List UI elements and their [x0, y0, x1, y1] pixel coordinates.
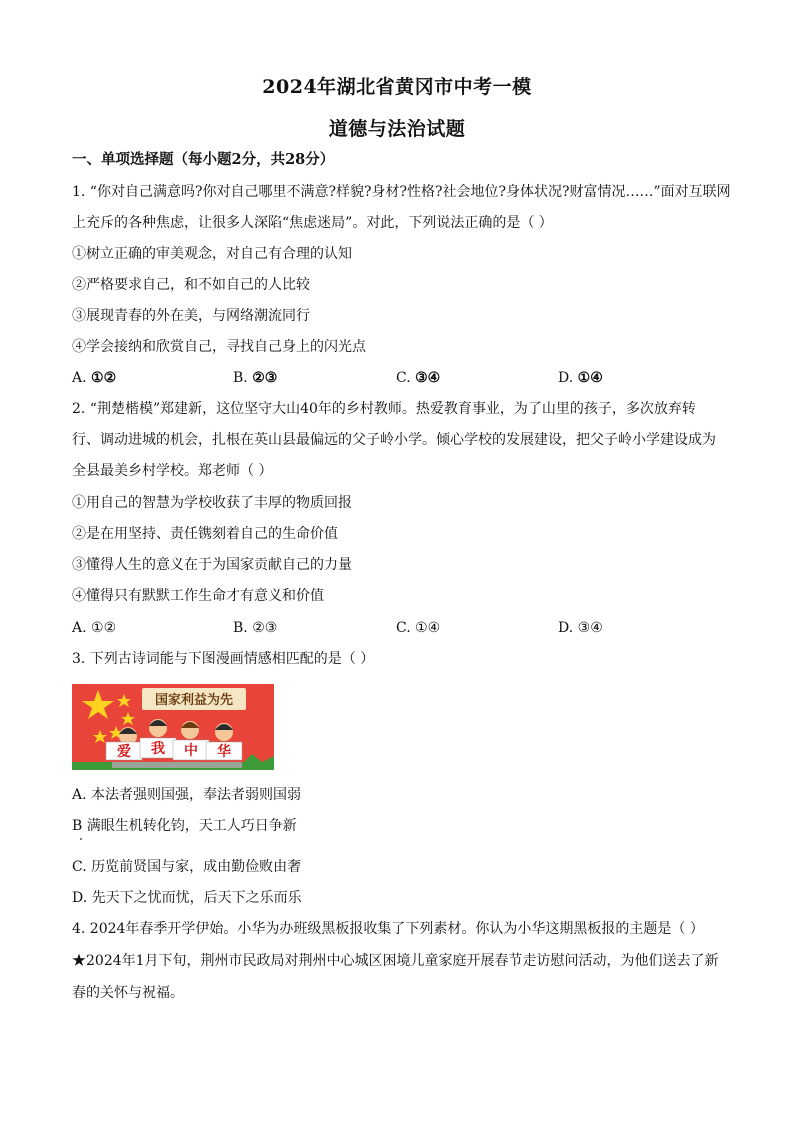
- cartoon-image: [72, 684, 274, 770]
- q2-item-4: ④懂得只有默默工作生命才有意义和价值: [72, 588, 324, 604]
- q2-options: [72, 619, 732, 637]
- q1-stem-line1: 1. “你对自己满意吗?你对自己哪里不满意?样貌?身材?性格?社会地位?身体状况?财富情况……”面对互联网: [72, 184, 731, 200]
- q2-item-3: ③懂得人生的意义在于为国家贡献自己的力量: [72, 557, 352, 573]
- q1-item-4: ④学会接纳和欣赏自己，寻找自己身上的闪光点: [72, 339, 366, 355]
- q2-item-2: ②是在用坚持、责任镌刻着自己的生命价值: [72, 526, 338, 542]
- exam-subject-title: 道德与法治试题: [328, 118, 466, 140]
- q3-option-b[interactable]: B 满眼生机转化钧，天工人巧日争新: [72, 818, 297, 834]
- cartoon-sign-char: 华: [217, 744, 231, 760]
- q3-option-c[interactable]: C. 历览前贤国与家，成由勤俭败由奢: [72, 859, 302, 875]
- cartoon-sign-char: 爱: [117, 744, 131, 760]
- cartoon-banner-text: 国家利益为先: [154, 693, 234, 708]
- cartoon-sign-char: 我: [151, 741, 165, 757]
- q3-option-d[interactable]: D. 先天下之忧而忧，后天下之乐而乐: [72, 890, 302, 906]
- q1-option-c[interactable]: C. ③④: [396, 370, 441, 386]
- stray-dot: [80, 838, 82, 840]
- q2-stem-line1: 2. “荆楚楷模”郑建新，这位坚守大山40年的乡村教师。热爱教育事业，为了山里的孩子，多次放弃转: [72, 401, 696, 417]
- q2-option-a[interactable]: A. ①②: [72, 620, 117, 636]
- q1-item-2: ②严格要求自己，和不如自己的人比较: [72, 277, 310, 293]
- q2-option-d[interactable]: D. ③④: [558, 620, 603, 636]
- q1-options: [72, 369, 732, 387]
- exam-title: 2024年湖北省黄冈市中考一模: [262, 76, 532, 98]
- section-heading: 一、单项选择题（每小题2分，共28分）: [72, 151, 335, 168]
- q2-stem-line2: 行、调动进城的机会，扎根在英山县最偏远的父子岭小学。倾心学校的发展建设，把父子岭小学建设成为: [72, 432, 716, 448]
- q1-item-1: ①树立正确的审美观念，对自己有合理的认知: [72, 246, 352, 262]
- q3-stem: 3. 下列古诗词能与下图漫画情感相匹配的是（ ）: [72, 651, 375, 667]
- q4-stem: 4. 2024年春季开学伊始。小华为办班级黑板报收集了下列素材。你认为小华这期黑板报的主题是（ ）: [72, 921, 704, 937]
- q1-item-3: ③展现青春的外在美，与网络潮流同行: [72, 308, 310, 324]
- q1-option-b[interactable]: B. ②③: [233, 370, 278, 386]
- q1-option-d[interactable]: D. ①④: [558, 370, 603, 386]
- q2-option-c[interactable]: C. ①④: [396, 620, 441, 636]
- q4-material-line1: ★2024年1月下旬，荆州市民政局对荆州中心城区困境儿童家庭开展春节走访慰问活动，为他们送去了新: [72, 953, 719, 969]
- q2-option-b[interactable]: B. ②③: [233, 620, 278, 636]
- cartoon-platform: [112, 762, 242, 768]
- q1-stem-line2: 上充斥的各种焦虑，让很多人深陷“焦虑迷局”。对此，下列说法正确的是（ ）: [72, 215, 553, 231]
- q4-material-line2: 春的关怀与祝福。: [72, 985, 184, 1001]
- q2-stem-line3: 全县最美乡村学校。郑老师（ ）: [72, 463, 273, 479]
- q3-option-a[interactable]: A. 本法者强则国强，奉法者弱则国弱: [72, 787, 302, 803]
- cartoon-sign-char: 中: [184, 743, 198, 759]
- q2-item-1: ①用自己的智慧为学校收获了丰厚的物质回报: [72, 495, 352, 511]
- q1-option-a[interactable]: A. ①②: [72, 370, 117, 386]
